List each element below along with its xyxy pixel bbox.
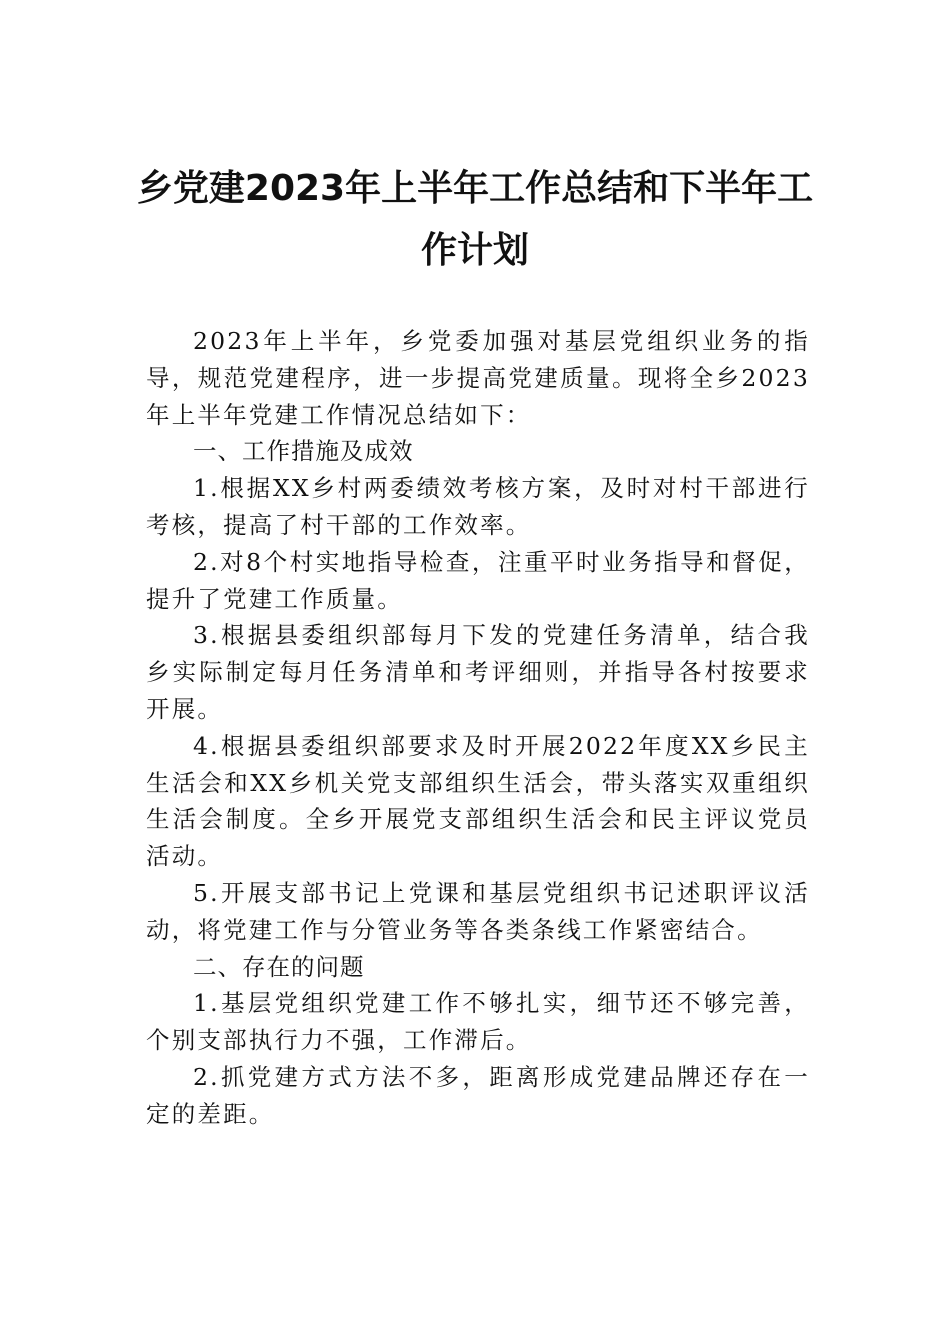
list-item: 3.根据县委组织部每月下发的党建任务清单，结合我乡实际制定每月任务清单和考评细则，并指导各村按要求开展。 (146, 621, 810, 723)
list-item: 2.对8个村实地指导检查，注重平时业务指导和督促，提升了党建工作质量。 (146, 547, 810, 613)
intro-paragraph: 2023年上半年，乡党委加强对基层党组织业务的指导，规范党建程序，进一步提高党建质量。现将全乡2023年上半年党建工作情况总结如下： (146, 327, 810, 429)
title-line-2: 作计划 (420, 230, 529, 271)
section-heading-problems: 二、存在的问题 (193, 952, 365, 981)
document-title (120, 158, 830, 282)
list-item: 1.基层党组织党建工作不够扎实，细节还不够完善，个别支部执行力不强，工作滞后。 (146, 989, 810, 1055)
list-item: 2.抓党建方式方法不多，距离形成党建品牌还存在一定的差距。 (146, 1062, 810, 1128)
list-item: 1.根据XX乡村两委绩效考核方案，及时对村干部进行考核，提高了村干部的工作效率。 (146, 474, 810, 539)
list-item: 4.根据县委组织部要求及时开展2022年度XX乡民主生活会和XX乡机关党支部组织生活会，带头落实双重组织生活会制度。全乡开展党支部组织生活会和民主评议党员活动。 (146, 731, 810, 871)
list-item: 5.开展支部书记上党课和基层党组织书记述职评议活动，将党建工作与分管业务等各类条线工作紧密结合。 (146, 878, 810, 944)
section-heading-measures: 一、工作措施及成效 (193, 437, 414, 466)
document-body (146, 323, 810, 1133)
title-line-1: 乡党建2023年上半年工作总结和下半年工 (136, 168, 814, 209)
